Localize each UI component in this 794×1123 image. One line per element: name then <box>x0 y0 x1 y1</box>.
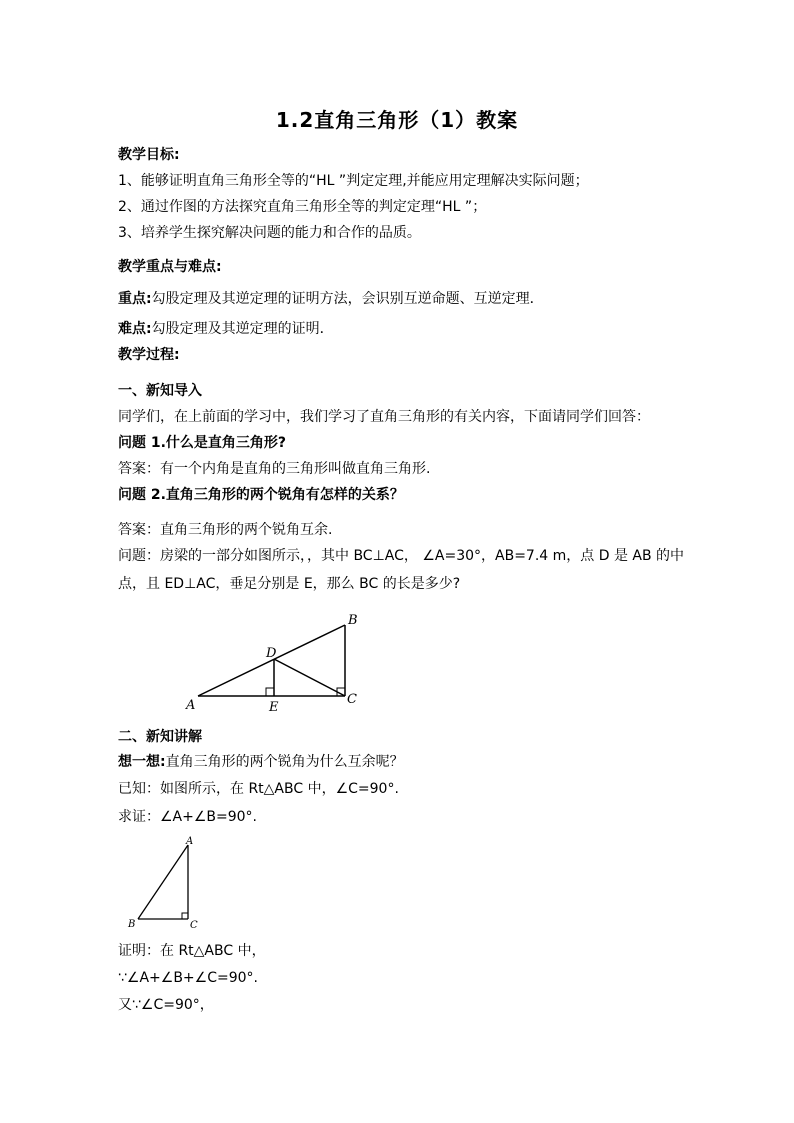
proof-line-1: 证明：在 Rt△ABC 中， <box>118 943 266 959</box>
section2-heading: 二、新知讲解 <box>118 729 202 745</box>
page-title: 1.2直角三角形（1）教案 <box>275 108 519 132</box>
objective-item-3: 3、培养学生探究解决问题的能力和合作的品质。 <box>118 225 421 241</box>
think-line <box>118 753 404 771</box>
think-text: 直角三角形的两个锐角为什么互余呢？ <box>165 754 404 770</box>
objectives-heading: 教学目标: <box>118 147 180 163</box>
objective-item-2: 2、通过作图的方法探究直角三角形全等的判定定理“HL ”； <box>118 199 487 215</box>
proof-line-2: ∵∠A+∠B+∠C=90°. <box>118 970 258 986</box>
key-point-label: 重点: <box>118 291 152 307</box>
question-1: 问题 1.什么是直角三角形? <box>118 435 287 451</box>
right-angle-mark-c <box>182 913 188 919</box>
difficulty-text: 勾股定理及其逆定理的证明． <box>151 321 334 337</box>
objective-item-1: 1、能够证明直角三角形全等的“HL ”判定定理,并能应用定理解决实际问题； <box>118 173 589 189</box>
proof-line-3: 又∵∠C=90°， <box>118 997 214 1013</box>
segment-dc <box>274 659 345 696</box>
answer-2: 答案：直角三角形的两个锐角互余. <box>118 522 333 538</box>
segment-ab <box>138 845 188 919</box>
key-points-heading: 教学重点与难点: <box>118 259 222 275</box>
label-c: C <box>190 920 198 931</box>
prove-line: 求证：∠A+∠B=90°. <box>118 809 258 825</box>
key-point-line <box>118 290 544 308</box>
problem-line-1: 问题：房梁的一部分如图所示，，其中 BC⊥AC， ∠A=30°，AB=7.4 m，点 D 是 AB 的中 <box>118 548 685 564</box>
intro-text: 同学们，在上前面的学习中，我们学习了直角三角形的有关内容，下面请同学们回答： <box>118 409 650 425</box>
key-point-text: 勾股定理及其逆定理的证明方法，会识别互逆命题、互逆定理． <box>151 291 544 307</box>
right-triangle-diagram <box>122 833 212 933</box>
label-a: A <box>186 698 196 713</box>
answer-1: 答案：有一个内角是直角的三角形叫做直角三角形. <box>118 461 431 477</box>
difficulty-label: 难点: <box>118 321 152 337</box>
label-d: D <box>266 646 277 661</box>
think-label: 想一想: <box>118 754 166 770</box>
section1-heading: 一、新知导入 <box>118 383 202 399</box>
label-e: E <box>269 700 279 715</box>
difficulty-line <box>118 320 334 338</box>
question-2: 问题 2.直角三角形的两个锐角有怎样的关系？ <box>118 487 404 503</box>
label-c: C <box>347 692 357 707</box>
label-b: B <box>128 919 136 930</box>
label-a: A <box>186 836 194 847</box>
given-line: 已知：如图所示，在 Rt△ABC 中，∠C=90°. <box>118 781 399 797</box>
process-heading: 教学过程: <box>118 347 180 363</box>
problem-line-2: 点，且 ED⊥AC，垂足分别是 E，那么 BC 的长是多少? <box>118 576 461 592</box>
beam-diagram <box>180 605 380 715</box>
right-angle-mark-e <box>266 688 274 696</box>
label-b: B <box>348 613 358 628</box>
